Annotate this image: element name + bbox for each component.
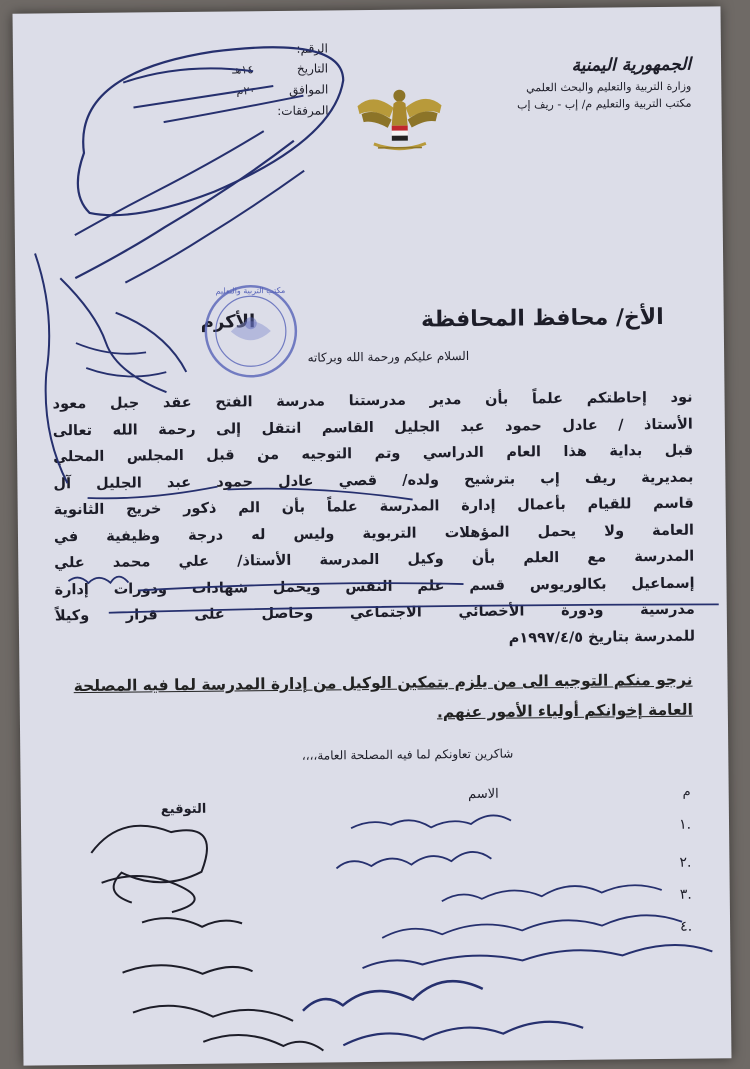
attachments-label: المرفقات: (277, 103, 329, 118)
letterhead-left (208, 38, 329, 121)
document-page (13, 6, 732, 1065)
body-line: المدرسة مع العلم بأن وكيل المدرسة الأستاذ/ علي محمد علي (54, 548, 695, 572)
body-line: بمديرية ريف إب بترشيح ولده/ قصي عادل حمود عبد الجليل آل (53, 469, 694, 492)
body-line: الأستاذ / عادل حمود عبد الجليل القاسم انتقل إلى رحمة الله تعالى (52, 416, 693, 439)
handwritten-name (442, 885, 662, 901)
body-line: العامة ولا يحمل المؤهلات التربوية وليس له درجة وظيفية في (53, 522, 695, 545)
signature-scribble (203, 1034, 323, 1052)
letterhead-right (517, 54, 692, 114)
row-number: ٤. (680, 918, 693, 935)
row-number: ٢. (679, 854, 692, 871)
margin-note (74, 131, 265, 235)
handwritten-name (351, 815, 511, 828)
signature-scribble (142, 917, 242, 927)
handwritten-name (336, 852, 491, 869)
date-label (208, 58, 328, 80)
ministry-name: وزارة التربية والتعليم والبحث العلمي (525, 79, 692, 95)
date-label-text: التاريخ (296, 61, 329, 76)
request-paragraph (42, 665, 693, 732)
yemen-emblem-icon (353, 77, 446, 158)
stamp-text: مكتب التربية والتعليم (215, 285, 286, 296)
body-line: إسماعيل بكالوريوس قسم علم النفس ويحمل شهادات ودورات إدارة (54, 575, 695, 598)
body-line: قاسم للقيام بأعمال إدارة المدرسة علماً بأن الم ذكور خريج الثانوية (53, 495, 694, 519)
body-line: نود إحاطتكم علماً بأن مدير مدرستنا مدرسة الفتح عقد جبل معود (52, 389, 693, 413)
column-signature-header: التوقيع (160, 801, 207, 818)
corresponding-label (208, 79, 328, 101)
column-name-header: الاسم (468, 786, 499, 803)
request-line: العامة إخوانكم أولياء الأمور عنهم. (436, 700, 693, 722)
honorific: الأكرم (200, 311, 256, 333)
letter-body (52, 385, 695, 657)
republic-title: الجمهورية اليمنية (571, 54, 692, 76)
hijri-suffix: ١٤هـ (232, 63, 254, 77)
handwritten-name (382, 915, 682, 938)
handwritten-name (343, 1021, 583, 1045)
body-line: مدرسية ودورة الأخصائي الاجتماعي وحاصل على قرار وكيلاً (54, 601, 695, 625)
greg-suffix: ٢٠م (236, 84, 256, 98)
margin-note (116, 312, 187, 373)
row-number: ١. (678, 816, 692, 833)
addressee: الأخ/ محافظ المحافظة (420, 304, 664, 333)
column-number-header: م (682, 784, 691, 800)
closing-thanks: شاكرين تعاونكم لما فيه المصلحة العامة،،،، (301, 746, 514, 763)
body-line: للمدرسة بتاريخ ١٩٩٧/٤/٥م (508, 628, 696, 647)
handwritten-name (303, 981, 483, 1011)
greeting: السلام عليكم ورحمة الله وبركاته (307, 348, 470, 365)
request-line: نرجو منكم التوجيه الى من يلزم بتمكين الوكيل من إدارة المدرسة لما فيه المصلحة (73, 670, 693, 696)
signature-scribble (122, 964, 252, 974)
row-number: ٣. (679, 886, 692, 903)
signature-scribble (133, 1004, 293, 1022)
margin-note (60, 277, 166, 393)
body-line: قبل بداية هذا العام الدراسي وتم التوجيه من قبل المجلس المحلي (53, 442, 694, 466)
signature-scribble (102, 875, 195, 912)
corresponding-label-text: الموافق (289, 82, 329, 97)
margin-note (124, 171, 305, 283)
office-name: مكتب التربية والتعليم م/ إب - ريف إب (517, 96, 692, 112)
handwritten-name (362, 945, 712, 968)
ref-label: الرقم: (296, 41, 328, 56)
margin-note (74, 141, 295, 278)
margin-note (76, 342, 166, 377)
signature-scribble (91, 825, 208, 903)
